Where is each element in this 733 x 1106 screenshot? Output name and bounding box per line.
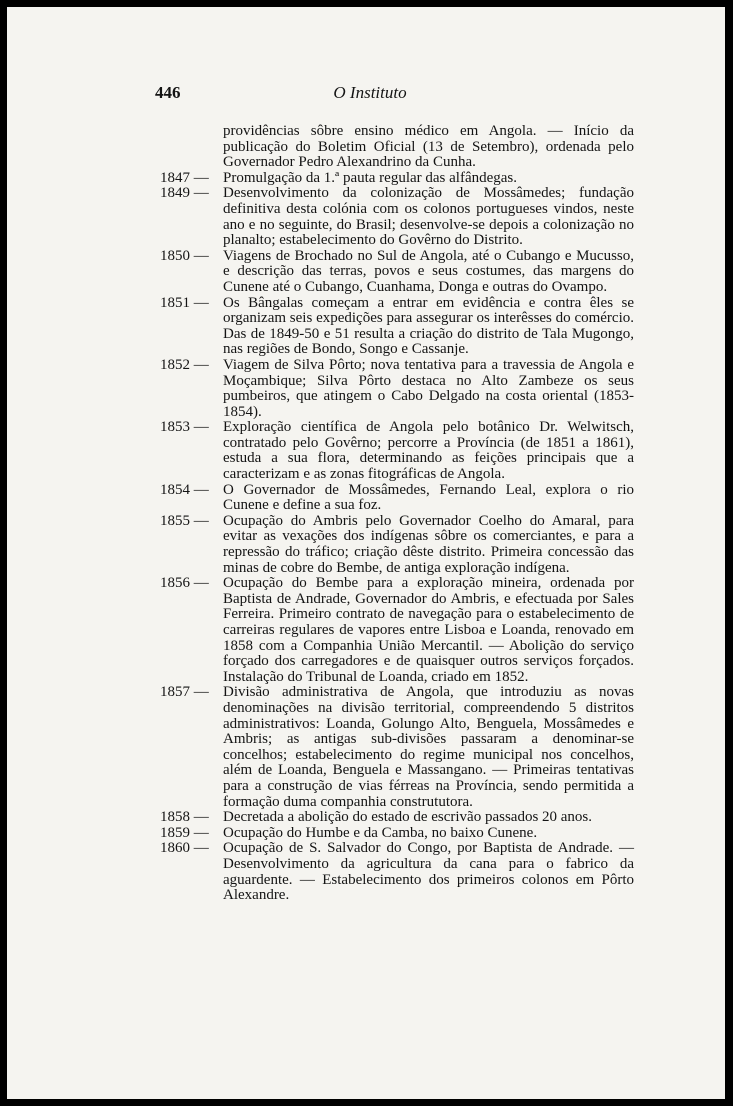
entry-text: Divisão administrativa de Angola, que introduziu as novas denominações na divisão territorial, compreendendo 5 distritos administrativos: Loanda, Golungo Alto, Benguela, Mossâmedes e Ambris; as antigas sub-divisões passaram a denominar-se concelhos; estabelecimento do regime municipal nos concelhos, além de Loanda, Benguela e Massangano. — Primeiras tentativas para a construção de vias férreas na Província, sendo permitida a formação duma companhia constrututora. xyxy=(223,684,634,810)
entry-year: 1851 — xyxy=(160,294,209,311)
entry-text: Promulgação da 1.ª pauta regular das alfândegas. xyxy=(223,169,518,186)
chronology-entry-1855 xyxy=(160,514,634,576)
entry-year: 1858 — xyxy=(160,809,209,826)
entry-text: Ocupação do Bembe para a exploração mineira, ordenada por Baptista de Andrade, Governador do Ambris, e efectuada por Sales Ferreira. Primeiro contrato de navegação para o estabelecimento de carreiras regulares de vapores entre Lisboa e Loanda, renovado em 1858 com a Companhia União Mercantil. — Abolição do serviço forçado dos carregadores e de quaisquer outros serviços forçados. Instalação do Tribunal de Loanda, criado em 1852. xyxy=(223,575,634,685)
entry-text: Viagens de Brochado no Sul de Angola, até o Cubango e Mucusso, e descrição das terras, povos e seus costumes, das margens do Cunene até o Cubango, Cuanhama, Donga e outras do Ovampo. xyxy=(223,247,634,295)
entry-year: 1847 — xyxy=(160,169,209,186)
entry-text: Exploração científica de Angola pelo botânico Dr. Welwitsch, contratado pelo Govêrno; percorre a Província (de 1851 a 1861), estuda a sua flora, determinando as feições principais que a caracterizam e as zonas fitográficas de Angola. xyxy=(223,419,634,483)
chronology-text xyxy=(160,124,634,904)
document-page xyxy=(7,7,725,1099)
entry-year: 1859 — xyxy=(160,824,209,841)
page-header xyxy=(155,83,585,107)
entry-text: Ocupação do Ambris pelo Governador Coelho do Amaral, para evitar as vexações dos indígenas sôbre os comerciantes, e para a repressão do tráfico; criação dêste distrito. Primeira concessão das minas de cobre do Bembe, de antiga exploração indígena. xyxy=(223,512,634,576)
chronology-entry-1849 xyxy=(160,186,634,248)
entry-year: 1852 — xyxy=(160,356,209,373)
entry-year: 1860 — xyxy=(160,840,209,857)
entry-text: O Governador de Mossâmedes, Fernando Leal, explora o rio Cunene e define a sua foz. xyxy=(223,481,634,514)
continued-paragraph: providências sôbre ensino médico em Angola. — Início da publicação do Boletim Oficial (13 de Setembro), ordenada pelo Governador Pedro Alexandrino da Cunha. xyxy=(223,123,634,171)
entry-year: 1849 — xyxy=(160,185,209,202)
chronology-entry-1856 xyxy=(160,576,634,685)
chronology-entry-1854 xyxy=(160,483,634,514)
entry-text: Ocupação do Humbe e da Camba, no baixo Cunene. xyxy=(223,824,538,841)
chronology-entry-1860 xyxy=(160,841,634,903)
entry-year: 1855 — xyxy=(160,512,209,529)
entry-year: 1856 — xyxy=(160,575,209,592)
entry-text: Ocupação de S. Salvador do Congo, por Baptista de Andrade. — Desenvolvimento da agricultura da cana para o fabrico da aguardente. — Estabelecimento dos primeiros colonos em Pôrto Alexandre. xyxy=(223,840,634,904)
entry-text: Os Bângalas começam a entrar em evidência e contra êles se organizam seis expedições para assegurar os interêsses do comércio. Das de 1849-50 e 51 resulta a criação do distrito de Tala Mugongo, nas regiões de Bondo, Songo e Cassanje. xyxy=(223,294,634,358)
chronology-entry-1853 xyxy=(160,420,634,482)
chronology-entry-1852 xyxy=(160,358,634,420)
chronology-entry-1858 xyxy=(160,810,634,826)
entry-year: 1850 — xyxy=(160,247,209,264)
entry-text: Viagem de Silva Pôrto; nova tentativa para a travessia de Angola e Moçambique; Silva Pôrto destaca no Alto Zambeze os seus pumbeiros, que atingem o Cabo Delgado na costa oriental (1853-1854). xyxy=(223,356,634,420)
chronology-entry-1850 xyxy=(160,249,634,296)
entry-year: 1857 — xyxy=(160,684,209,701)
entry-year: 1853 — xyxy=(160,419,209,436)
page-number: 446 xyxy=(155,83,181,102)
chronology-entry-1851 xyxy=(160,296,634,358)
chronology-entry-1847 xyxy=(160,171,634,187)
entry-text: Decretada a abolição do estado de escrivão passados 20 anos. xyxy=(223,809,593,826)
entry-text: Desenvolvimento da colonização de Mossâmedes; fundação definitiva desta colónia com os colonos portugueses vindos, neste ano e no seguinte, do Brasil; desenvolve-se depois a colonização no planalto; estabelecimento do Govêrno do Distrito. xyxy=(223,185,634,249)
running-title: O Instituto xyxy=(333,83,407,102)
chronology-entry-1857 xyxy=(160,685,634,810)
chronology-entry-1859 xyxy=(160,826,634,842)
entry-year: 1854 — xyxy=(160,481,209,498)
